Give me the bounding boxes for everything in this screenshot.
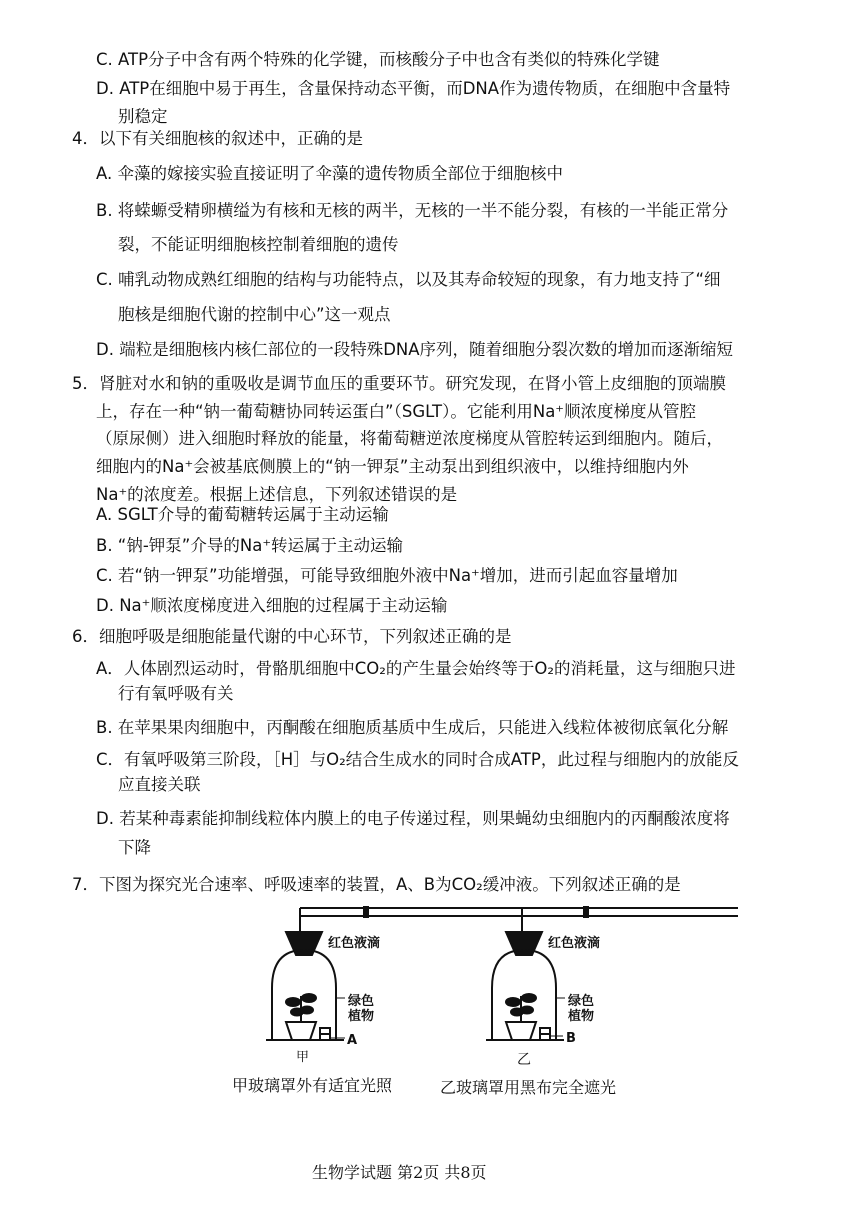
text-line: D. Na⁺顺浓度梯度进入细胞的过程属于主动运输 — [96, 596, 448, 615]
text-line: B. 在苹果果肉细胞中，丙酮酸在细胞质基质中生成后，只能进入线粒体被彻底氧化分解 — [96, 718, 729, 737]
leaf-right-1 — [506, 998, 520, 1006]
leaf-left-1 — [286, 998, 300, 1006]
text-line: 胞核是细胞代谢的控制中心”这一观点 — [118, 305, 391, 324]
apparatus-name-left: 甲 — [296, 1050, 310, 1065]
red-droplet-left — [364, 907, 368, 917]
leaf-right-4 — [521, 1007, 533, 1014]
text-line: C. ATP分子中含有两个特殊的化学键，而核酸分子中也含有类似的特殊化学键 — [96, 50, 660, 69]
text-line: D. 端粒是细胞核内核仁部位的一段特殊DNA序列，随着细胞分裂次数的增加而逐渐缩短 — [96, 340, 734, 359]
leaf-left-4 — [301, 1007, 313, 1014]
text-line: 行有氧呼吸有关 — [118, 684, 234, 703]
text-line: 细胞内的Na⁺会被基底侧膜上的“钠一钾泵”主动泵出到组织液中，以维持细胞内外 — [96, 457, 689, 476]
text-line: 别稳定 — [118, 107, 168, 126]
leaf-left-2 — [302, 994, 316, 1002]
text-line: 7．下图为探究光合速率、呼吸速率的装置，A、B为CO₂缓冲液。下列叙述正确的是 — [72, 875, 681, 894]
text-line: 应直接关联 — [118, 775, 201, 794]
text-line: 5．肾脏对水和钠的重吸收是调节血压的重要环节。研究发现，在肾小管上皮细胞的顶端膜 — [72, 374, 726, 393]
text-line: A．人体剧烈运动时，骨骼肌细胞中CO₂的产生量会始终等于O₂的消耗量，这与细胞只进 — [96, 659, 736, 678]
droplet-label-left: 红色液滴 — [328, 936, 381, 951]
text-line: Na⁺的浓度差。根据上述信息，下列叙述错误的是 — [96, 485, 458, 504]
plant-label-right-2: 植物 — [568, 1009, 595, 1024]
text-line: 下降 — [118, 838, 151, 857]
pot-left — [286, 1022, 316, 1040]
text-line: （原尿侧）进入细胞时释放的能量，将葡萄糖逆浓度梯度从管腔转运到细胞内。随后， — [96, 429, 723, 448]
pot-right — [506, 1022, 536, 1040]
apparatus-right — [486, 907, 738, 1040]
plant-label-right-1: 绿色 — [568, 994, 595, 1009]
plant-label-left-2: 植物 — [348, 1009, 375, 1024]
caption-left: 甲玻璃罩外有适宜光照 — [232, 1076, 393, 1095]
text-line: D. 若某种毒素能抑制线粒体内膜上的电子传递过程，则果蝇幼虫细胞内的丙酮酸浓度将 — [96, 809, 730, 828]
text-line: C．有氧呼吸第三阶段，［H］与O₂结合生成水的同时合成ATP，此过程与细胞内的放能反 — [96, 750, 739, 769]
apparatus-left — [266, 907, 578, 1040]
text-line: C. 哺乳动物成熟红细胞的结构与功能特点，以及其寿命较短的现象，有力地支持了“细 — [96, 270, 721, 289]
apparatus-name-right: 乙 — [517, 1052, 531, 1068]
text-line: A. 伞藻的嫁接实验直接证明了伞藻的遗传物质全部位于细胞核中 — [96, 164, 563, 183]
buffer-label-b: B — [566, 1031, 576, 1046]
red-droplet-right — [584, 907, 588, 917]
text-line: 裂，不能证明细胞核控制着细胞的遗传 — [118, 235, 399, 254]
text-line: 4．以下有关细胞核的叙述中，正确的是 — [72, 129, 363, 148]
text-line: A. SGLT介导的葡萄糖转运属于主动运输 — [96, 505, 389, 524]
text-line: B. 将蝾螈受精卵横缢为有核和无核的两半，无核的一半不能分裂，有核的一半能正常分 — [96, 201, 729, 220]
text-line: 6．细胞呼吸是细胞能量代谢的中心环节，下列叙述正确的是 — [72, 627, 512, 646]
droplet-label-right: 红色液滴 — [548, 936, 601, 951]
text-line: D. ATP在细胞中易于再生，含量保持动态平衡，而DNA作为遗传物质，在细胞中含量特 — [96, 79, 731, 98]
leaf-right-2 — [522, 994, 536, 1002]
page-footer: 生物学试题 第2页 共8页 — [312, 1163, 487, 1182]
buffer-label-a: A — [347, 1033, 358, 1048]
text-line: B. “钠-钾泵”介导的Na⁺转运属于主动运输 — [96, 536, 404, 555]
plant-label-left-1: 绿色 — [348, 994, 375, 1009]
text-line: 上，存在一种“钠一葡萄糖协同转运蛋白”（SGLT）。它能利用Na⁺顺浓度梯度从管腔 — [96, 402, 697, 421]
text-line: C. 若“钠一钾泵”功能增强，可能导致细胞外液中Na⁺增加，进而引起血容量增加 — [96, 566, 678, 585]
caption-right: 乙玻璃罩用黑布完全遮光 — [440, 1078, 617, 1097]
